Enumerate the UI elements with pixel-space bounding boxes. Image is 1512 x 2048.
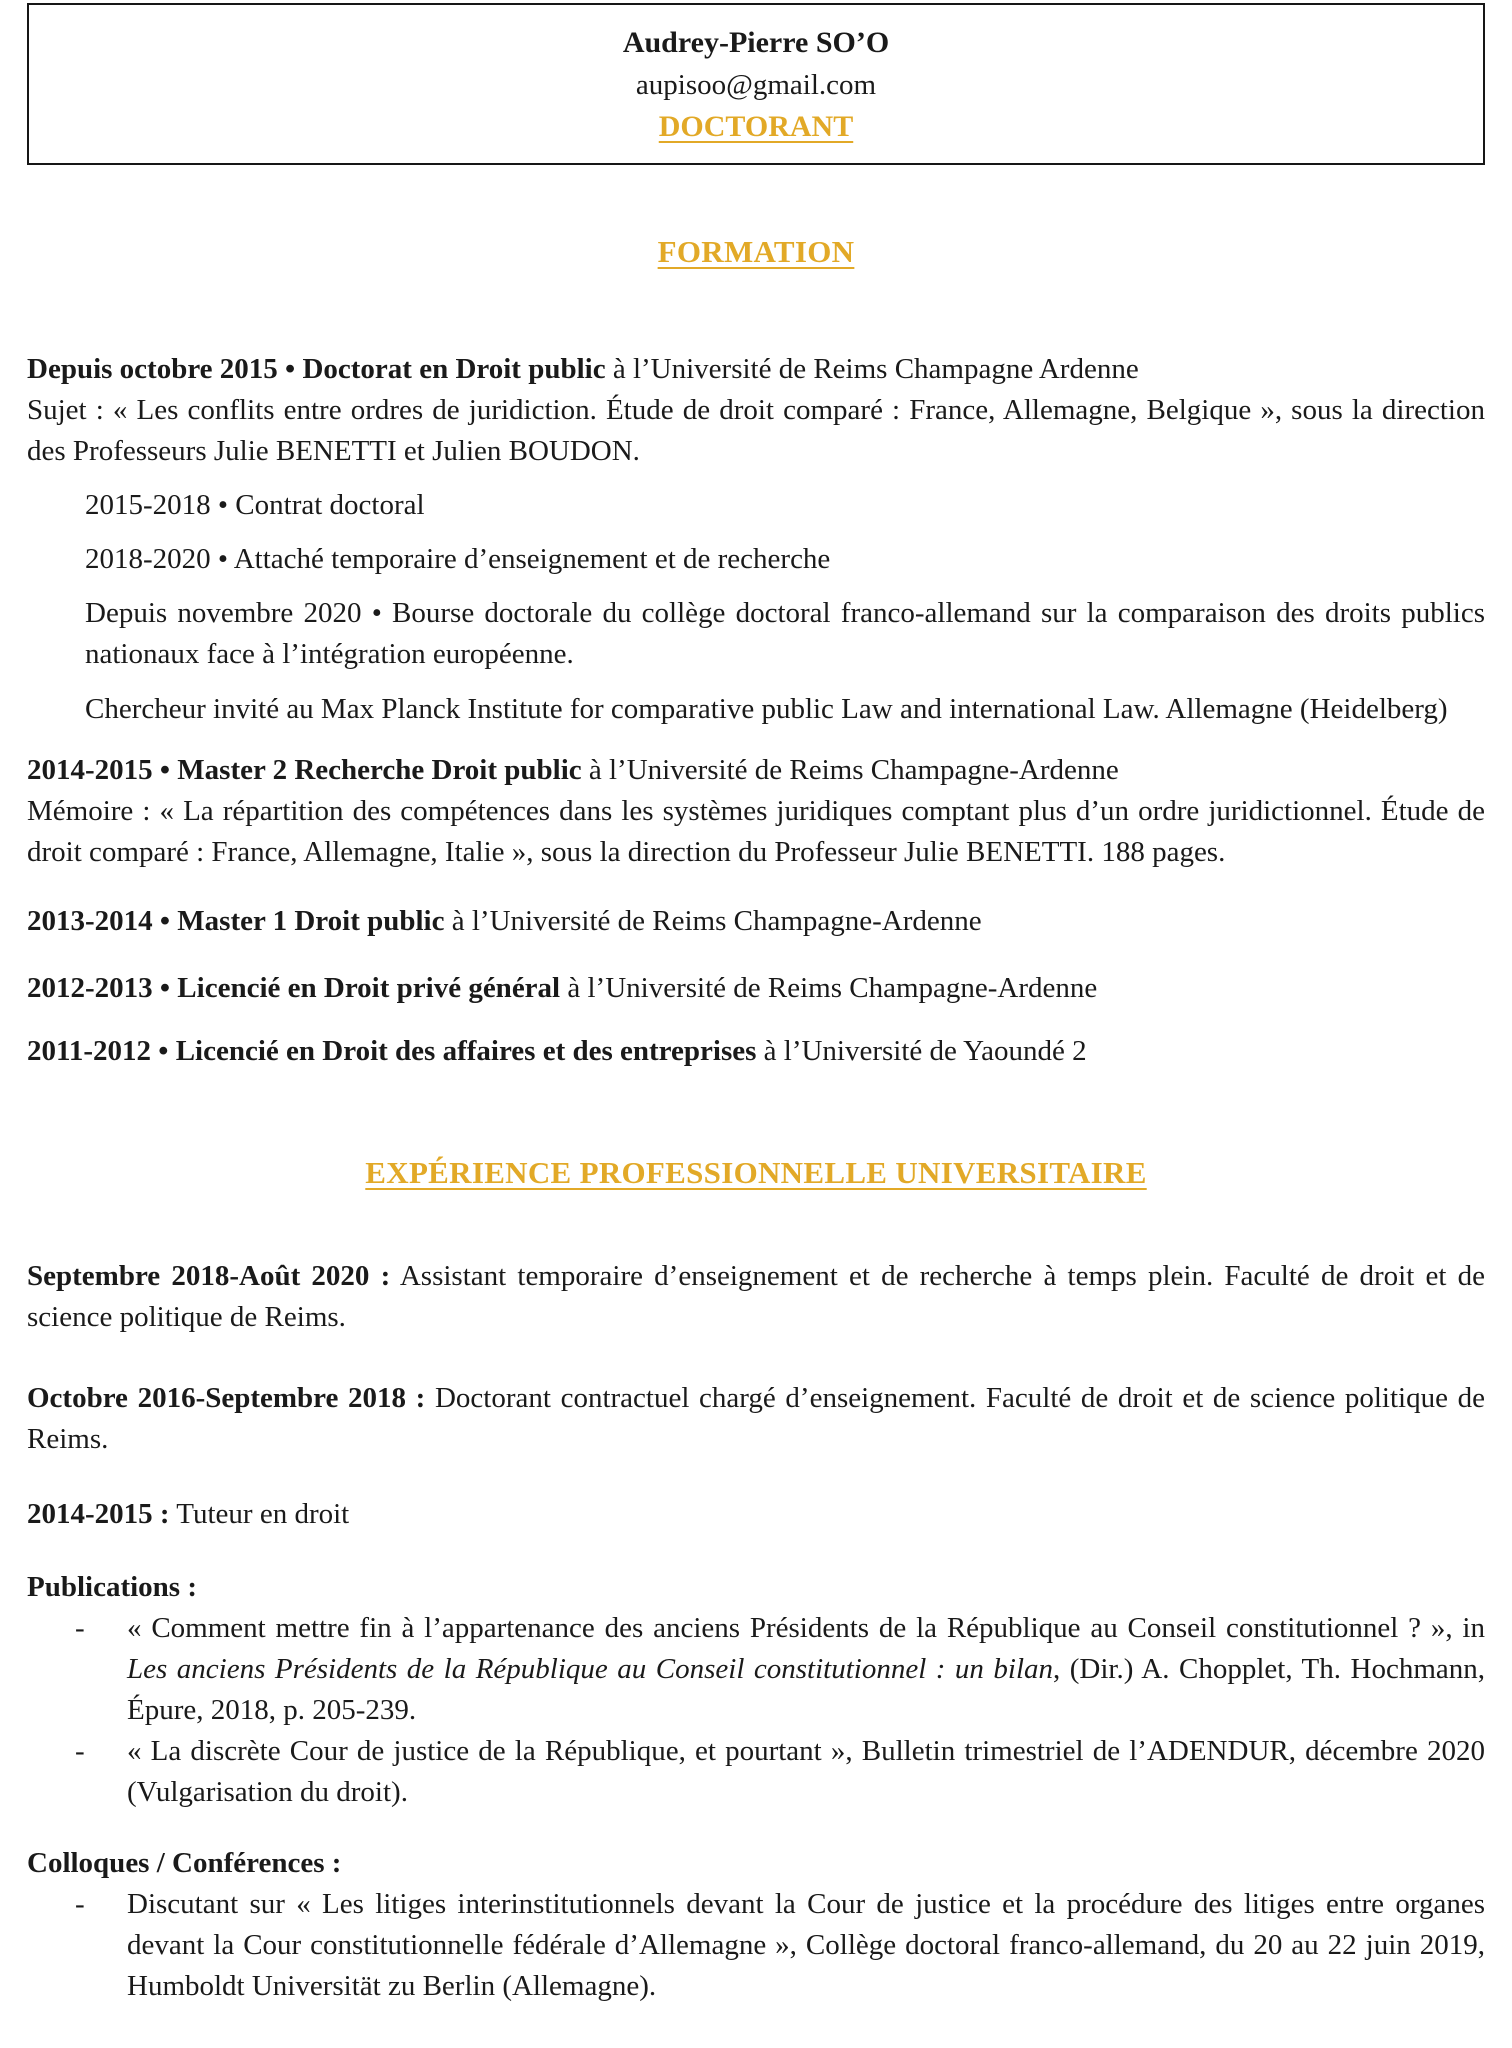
- entry-institution-master2: à l’Université de Reims Champagne-Ardenne: [581, 754, 1119, 786]
- formation-entry-master2: [27, 750, 1485, 791]
- conferences-heading: Colloques / Conférences :: [27, 1847, 342, 1879]
- header-box: [27, 3, 1485, 165]
- job-period-doctorant: Octobre 2016-Septembre 2018 :: [27, 1382, 426, 1414]
- publication-book-title: Les anciens Présidents de la République au Conseil constitutionnel : un bilan: [127, 1653, 1054, 1685]
- formation-entry-licence-affaires: [27, 1031, 1485, 1072]
- list-dash-marker: -: [75, 1612, 85, 1644]
- publication-item-cour-de-justice: [75, 1731, 1485, 1813]
- formation-milestone-max-planck: Chercheur invité au Max Planck Institute for comparative public Law and international Law. Allemagne (Heidelberg): [85, 693, 1448, 725]
- publication-pre-text: « Comment mettre fin à l’appartenance des anciens Présidents de la République au Conseil constitutionnel ? », in: [127, 1612, 1485, 1644]
- publication-text: [127, 1608, 1485, 1731]
- entry-period-master1: 2013-2014 • Master 1 Droit public: [27, 905, 445, 937]
- formation-entry-master1: [27, 901, 1485, 942]
- entry-institution-licence-affaires: à l’Université de Yaoundé 2: [756, 1035, 1087, 1067]
- formation-entry-licence-prive: [27, 968, 1485, 1009]
- publication-post-text: , (Dir.) A. Chopplet, Th. Hochmann, Épure, 2018, p. 205-239.: [127, 1653, 1485, 1726]
- experience-entry-assistant: [27, 1256, 1485, 1338]
- formation-entry-doctorat-detail: Sujet : « Les conflits entre ordres de juridiction. Étude de droit comparé : France, Allemagne, Belgique », sous la direction des Professeurs Julie BENETTI et Julien BOUDON.: [27, 394, 1485, 467]
- publication-item-conseil-constitutionnel: [75, 1608, 1485, 1731]
- entry-period-licence-affaires: 2011-2012 • Licencié en Droit des affaires et des entreprises: [27, 1035, 757, 1067]
- section-title-formation: FORMATION: [657, 234, 855, 269]
- list-dash-marker: -: [75, 1888, 85, 1920]
- entry-period-doctorat: Depuis octobre 2015 • Doctorat en Droit public: [27, 353, 606, 385]
- publications-heading: Publications :: [27, 1571, 197, 1603]
- role-title: DOCTORANT: [658, 109, 854, 143]
- candidate-name: Audrey-Pierre SO’O: [622, 25, 890, 59]
- entry-institution-licence-prive: à l’Université de Reims Champagne-Ardenne: [560, 972, 1098, 1004]
- conference-text: Discutant sur « Les litiges interinstitutionnels devant la Cour de justice et la procédure des litiges entre organes devant la Cour constitutionnelle fédérale d’Allemagne », Collège doctoral franco-allemand, du 20 au 22 juin 2019, Humboldt Universität zu Berlin (Allemagne).: [127, 1888, 1485, 2002]
- job-description-assistant: Assistant temporaire d’enseignement et de recherche à temps plein. Faculté de droit et de science politique de Reims.: [27, 1260, 1485, 1333]
- formation-entry-doctorat: [27, 349, 1485, 390]
- conferences-list: [27, 1884, 1485, 2007]
- job-description-tuteur: Tuteur en droit: [169, 1498, 350, 1530]
- publications-list: [27, 1608, 1485, 1813]
- formation-milestone-attache: 2018-2020 • Attaché temporaire d’enseignement et de recherche: [85, 543, 831, 575]
- job-period-assistant: Septembre 2018-Août 2020 :: [27, 1260, 391, 1292]
- formation-entry-master2-detail: Mémoire : « La répartition des compétences dans les systèmes juridiques comptant plus d’un ordre juridictionnel. Étude de droit comparé : France, Allemagne, Italie », sous la direction du Professeur Julie BENETTI. 188 pages.: [27, 795, 1485, 868]
- job-description-doctorant: Doctorant contractuel chargé d’enseignement. Faculté de droit et de science politique de Reims.: [27, 1382, 1485, 1455]
- experience-entry-doctorant-contractuel: [27, 1378, 1485, 1460]
- experience-section: [27, 1256, 1485, 2007]
- job-period-tuteur: 2014-2015 :: [27, 1498, 170, 1530]
- entry-institution-master1: à l’Université de Reims Champagne-Ardenne: [444, 905, 982, 937]
- experience-entry-tuteur: [27, 1494, 1485, 1535]
- publication-text: « La discrète Cour de justice de la République, et pourtant », Bulletin trimestriel de l’ADENDUR, décembre 2020 (Vulgarisation du droit).: [127, 1735, 1485, 1808]
- list-dash-marker: -: [75, 1735, 85, 1767]
- email-address: aupisoo@gmail.com: [635, 68, 877, 101]
- entry-period-licence-prive: 2012-2013 • Licencié en Droit privé général: [27, 972, 561, 1004]
- formation-milestone-bourse: Depuis novembre 2020 • Bourse doctorale du collège doctoral franco-allemand sur la comparaison des droits publics nationaux face à l’intégration européenne.: [85, 597, 1485, 670]
- entry-institution-doctorat: à l’Université de Reims Champagne Ardenne: [605, 353, 1139, 385]
- section-title-experience: EXPÉRIENCE PROFESSIONNELLE UNIVERSITAIRE: [365, 1155, 1147, 1190]
- conference-item-litiges: [75, 1884, 1485, 2007]
- entry-period-master2: 2014-2015 • Master 2 Recherche Droit public: [27, 754, 582, 786]
- formation-section: [27, 349, 1485, 1072]
- formation-milestone-contrat-doctoral: 2015-2018 • Contrat doctoral: [85, 489, 425, 521]
